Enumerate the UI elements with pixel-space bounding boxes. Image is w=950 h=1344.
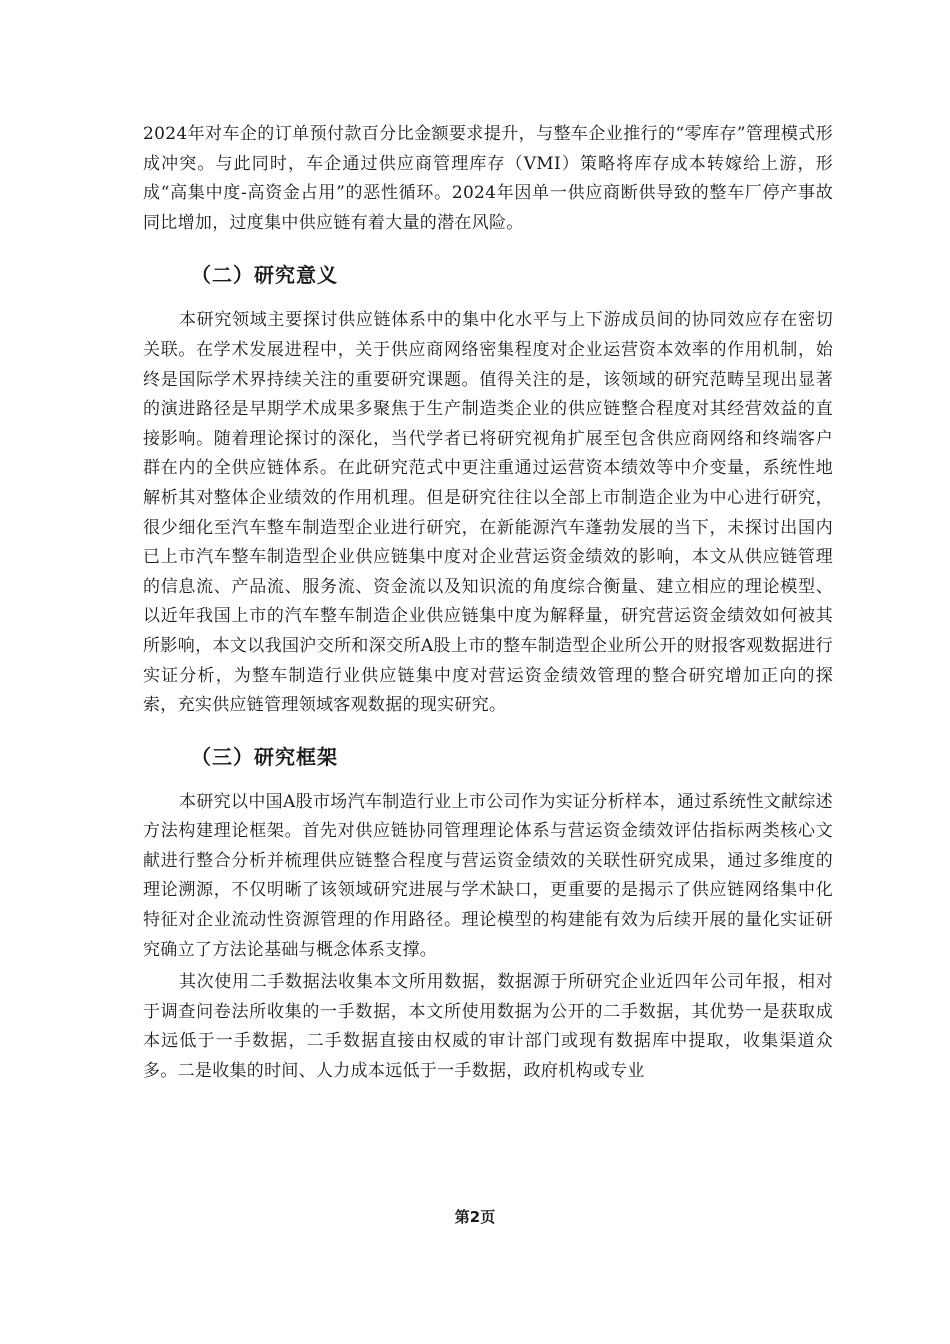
paragraph-research-framework: 本研究以中国A股市场汽车制造行业上市公司作为实证分析样本，通过系统性文献综述方法构建理论框架。首先对供应链协同管理理论体系与营运资金绩效评估指标两类核心文献进行整合分析并梳理供应链整合程度与营运资金绩效的关联性研究成果，通过多维度的理论溯源，不仅明晰了该领域研究进展与学术缺口，更重要的是揭示了供应链网络集中化特征对企业流动性资源管理的作用路径。理论模型的构建能有效为后续开展的量化实证研究确立了方法论基础与概念体系支撑。 xyxy=(143,791,833,960)
heading-research-significance: （二）研究意义 xyxy=(191,263,338,288)
document-body xyxy=(143,120,833,1087)
paragraph-research-significance: 本研究领域主要探讨供应链体系中的集中化水平与上下游成员间的协同效应存在密切关联。在学术发展进程中，关于供应商网络密集程度对企业运营资本效率的作用机制，始终是国际学术界持续关注的重要研究课题。值得关注的是，该领域的研究范畴呈现出显著的演进路径是早期学术成果多聚焦于生产制造类企业的供应链整合程度对其经营效益的直接影响。随着理论探讨的深化，当代学者已将研究视角扩展至包含供应商网络和终端客户群在内的全供应链体系。在此研究范式中更注重通过运营资本绩效等中介变量，系统性地解析其对整体企业绩效的作用机理。但是研究往往以全部上市制造企业为中心进行研究，很少细化至汽车整车制造型企业进行研究，在新能源汽车蓬勃发展的当下，未探讨出国内已上市汽车整车制造型企业供应链集中度对企业营运资金绩效的影响，本文从供应链管理的信息流、产品流、服务流、资金流以及知识流的角度综合衡量、建立相应的理论模型、以近年我国上市的汽车整车制造企业供应链集中度为解释量，研究营运资金绩效如何被其所影响，本文以我国沪交所和深交所A股上市的整车制造型企业所公开的财报客观数据进行实证分析，为整车制造行业供应链集中度对营运资金绩效管理的整合研究增加正向的探索，充实供应链管理领域客观数据的现实研究。 xyxy=(143,310,833,716)
paragraph-data-method: 其次使用二手数据法收集本文所用数据，数据源于所研究企业近四年公司年报，相对于调查问卷法所收集的一手数据，本文所使用数据为公开的二手数据，其优势一是获取成本远低于一手数据，二手数据直接由权威的审计部门或现有数据库中提取，收集渠道众多。二是收集的时间、人力成本远低于一手数据，政府机构或专业 xyxy=(143,972,833,1082)
heading-research-framework: （三）研究框架 xyxy=(191,744,338,769)
page-number: 第2页 xyxy=(454,1208,496,1226)
paragraph-background-risk: 2024年对车企的订单预付款百分比金额要求提升，与整车企业推行的“零库存”管理模式形成冲突。与此同时，车企通过供应商管理库存（VMI）策略将库存成本转嫁给上游，形成“高集中度-高资金占用”的恶性循环。2024年因单一供应商断供导致的整车厂停产事故同比增加，过度集中供应链有着大量的潜在风险。 xyxy=(143,124,833,233)
